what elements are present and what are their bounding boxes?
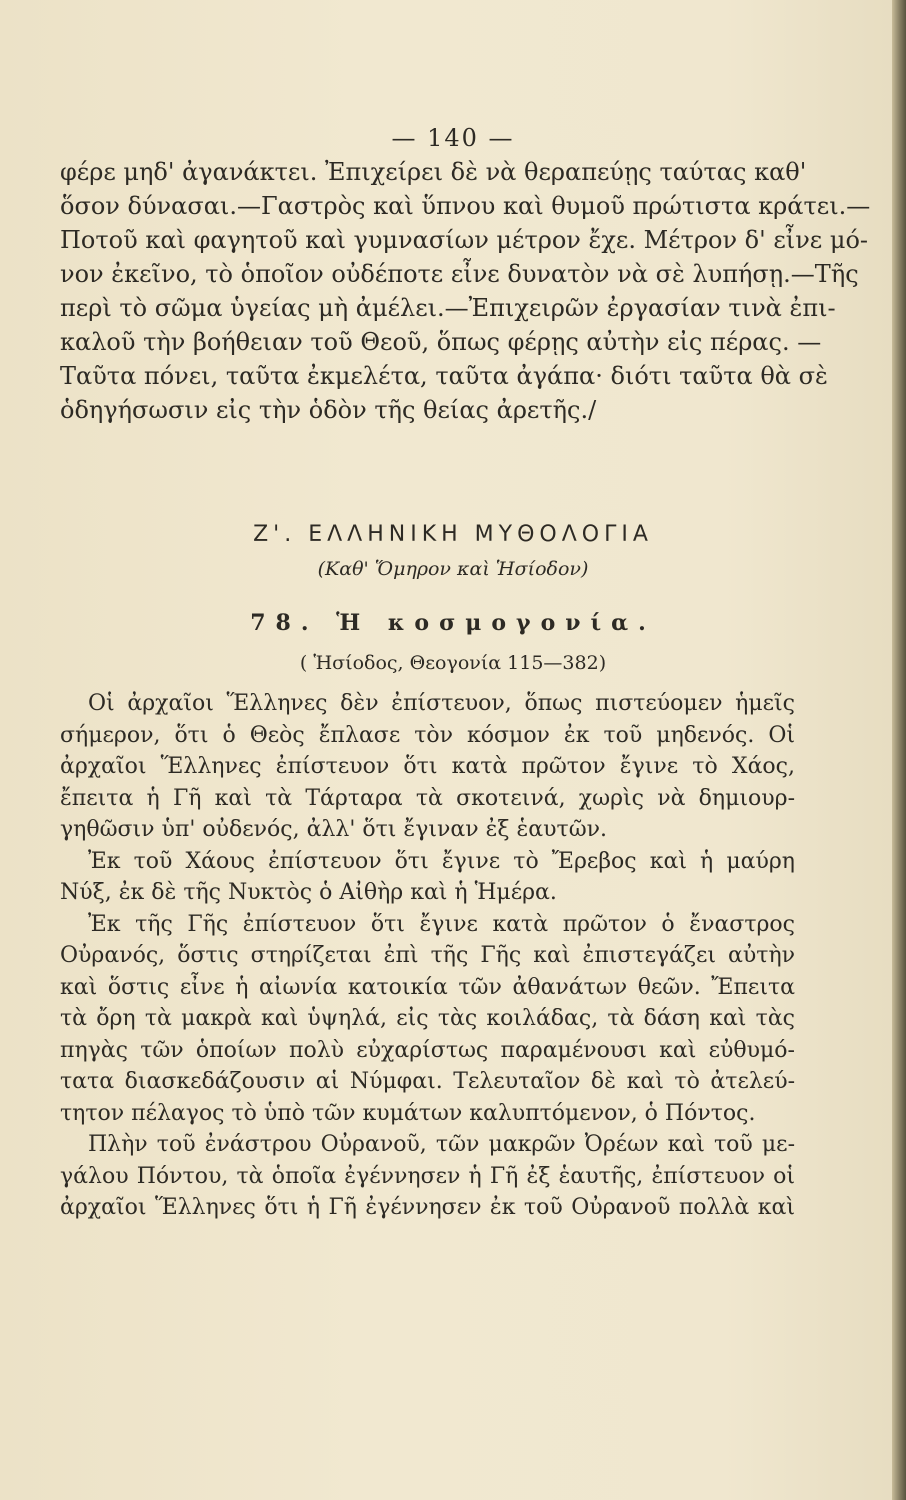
text-line: ἀρχαῖοι Ἕλληνες ὅτι ἡ Γῆ ἐγέννησεν ἐκ τοῦ Οὐρανοῦ πολλὰ καὶ [60, 1195, 795, 1220]
text-line: ἀρχαῖοι Ἕλληνες ἐπίστευον ὅτι κατὰ πρῶτον ἔγινε τὸ Χάος, [60, 754, 795, 779]
text-line: πηγὰς τῶν ὁποίων πολὺ εὐχαρίστως παραμένουσι καὶ εὐθυμό- [60, 1037, 795, 1063]
text-line: Πλὴν τοῦ ἐνάστρου Οὐρανοῦ, τῶν μακρῶν Ὀρέων καὶ τοῦ με- [88, 1132, 795, 1157]
text-line: περὶ τὸ σῶμα ὑγείας μὴ ἀμέλει.—Ἐπιχειρῶν ἐργασίαν τινὰ ἐπι- [60, 294, 836, 322]
text-line: γηθῶσιν ὑπ' οὐδενός, ἀλλ' ὅτι ἔγιναν ἐξ ἑαυτῶν. [60, 817, 608, 842]
text-line: ὁδηγήσωσιν εἰς τὴν ὁδὸν τῆς θείας ἀρετῆς./ [60, 396, 597, 424]
text-line: Ποτοῦ καὶ φαγητοῦ καὶ γυμνασίων μέτρον ἔχε. Μέτρον δ' εἶνε μό- [60, 226, 868, 254]
text-line: Οὐρανός, ὅστις στηρίζεται ἐπὶ τῆς Γῆς καὶ ἐπιστεγάζει αὐτὴν [60, 943, 795, 968]
text-line: Ἐκ τῆς Γῆς ἐπίστευον ὅτι ἔγινε κατὰ πρῶτον ὁ ἔναστρος [88, 911, 795, 937]
text-line: τητον πέλαγος τὸ ὑπὸ τῶν κυμάτων καλυπτόμενον, ὁ Πόντος. [60, 1100, 756, 1126]
text-line: τατα διασκεδάζουσιν αἱ Νύμφαι. Τελευταῖον δὲ καὶ τὸ ἀτελεύ- [60, 1069, 795, 1094]
text-line: καλοῦ τὴν βοήθειαν τοῦ Θεοῦ, ὅπως φέρῃς αὐτὴν εἰς πέρας. — [60, 328, 822, 356]
body-text [60, 688, 795, 1224]
text-line: σήμερον, ὅτι ὁ Θεὸς ἔπλασε τὸν κόσμον ἐκ τοῦ μηδενός. Οἱ [60, 722, 795, 748]
chapter-source: ( Ἡσίοδος, Θεογονία 115—382) [299, 652, 607, 674]
text-line: νον ἐκεῖνο, τὸ ὁποῖον οὐδέποτε εἶνε δυνατὸν νὰ σὲ λυπήσῃ.—Τῆς [60, 260, 859, 288]
text-line: Νύξ, ἐκ δὲ τῆς Νυκτὸς ὁ Αἰθὴρ καὶ ἡ Ἡμέρα. [60, 880, 557, 905]
text-line: Ταῦτα πόνει, ταῦτα ἐκμελέτα, ταῦτα ἀγάπα· διότι ταῦτα θὰ σὲ [60, 362, 828, 390]
text-line: Οἱ ἀρχαῖοι Ἕλληνες δὲν ἐπίστευον, ὅπως πιστεύομεν ἡμεῖς [88, 691, 795, 716]
text-line: τὰ ὄρη τὰ μακρὰ καὶ ὑψηλά, εἰς τὰς κοιλάδας, τὰ δάση καὶ τὰς [60, 1006, 795, 1031]
page-edge [892, 0, 906, 1500]
top-paragraph [60, 155, 871, 427]
text-line: Ἐκ τοῦ Χάους ἐπίστευον ὅτι ἔγινε τὸ Ἔρεβος καὶ ἡ μαύρη [88, 848, 795, 874]
text-line: ὅσον δύνασαι.—Γαστρὸς καὶ ὕπνου καὶ θυμοῦ πρώτιστα κράτει.— [60, 192, 871, 220]
section-subtitle: (Καθ' Ὅμηρον καὶ Ἡσίοδον) [317, 558, 589, 580]
chapter-title: 78. Ἡ κοσμογονία. [250, 610, 656, 636]
text-line: γάλου Πόντου, τὰ ὁποῖα ἐγέννησεν ἡ Γῆ ἐξ ἑαυτῆς, ἐπίστευον οἱ [60, 1163, 795, 1189]
page-number: — 140 — [391, 124, 515, 152]
text-line: ἔπειτα ἡ Γῆ καὶ τὰ Τάρταρα τὰ σκοτεινά, χωρὶς νὰ δημιουρ- [60, 785, 795, 811]
text-line: καὶ ὅστις εἶνε ἡ αἰωνία κατοικία τῶν ἀθανάτων θεῶν. Ἔπειτα [60, 974, 795, 1000]
text-line: φέρε μηδ' ἀγανάκτει. Ἐπιχείρει δὲ νὰ θεραπεύῃς ταύτας καθ' [60, 158, 807, 186]
section-title: Ζ'. ΕΛΛΗΝΙΚΗ ΜΥΘΟΛΟΓΙΑ [253, 522, 653, 547]
